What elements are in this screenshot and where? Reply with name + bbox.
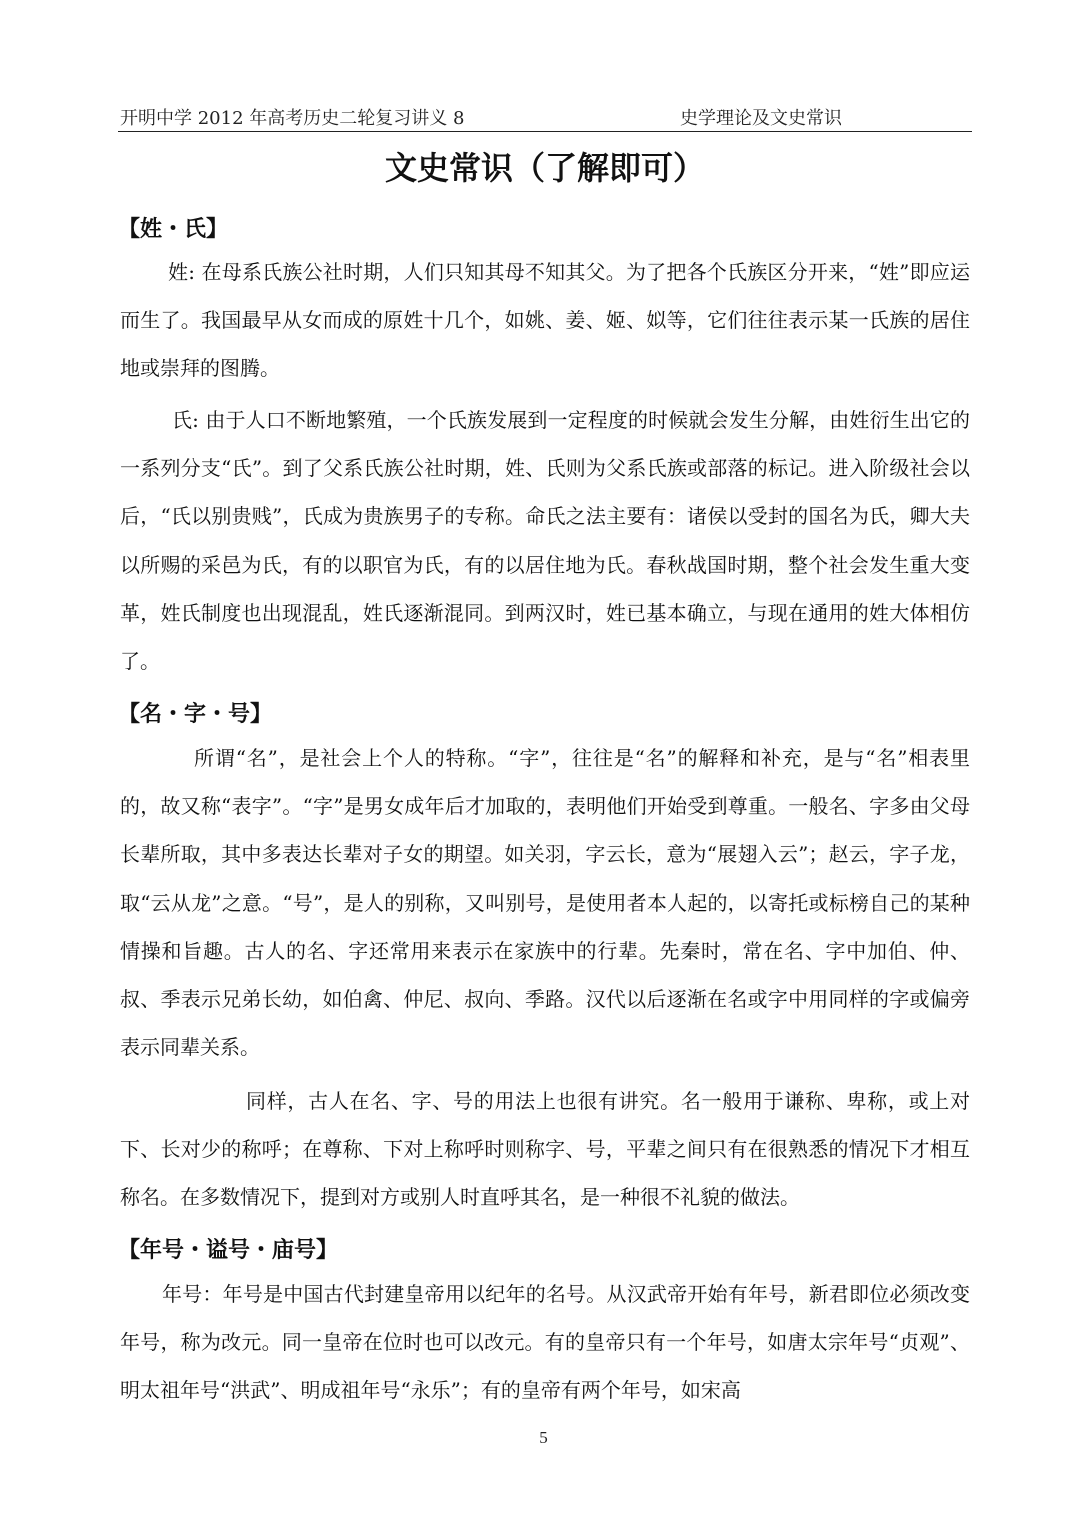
paragraph-xing: 姓: 在母系氏族公社时期，人们只知其母不知其父。为了把各个氏族区分开来，“姓”即应运而生了。我国最早从女而成的原姓十几个，如姚、姜、姬、姒等，它们往往表示某一氏族的居住地或崇拜的图腾。 [120,260,970,381]
page-title: 文史常识（了解即可） [384,149,705,187]
section-heading-surname: 【姓・氏】 [118,216,229,242]
paragraph-ming-zi-hao: 所谓“名”，是社会上个人的特称。“字”，往往是“名”的解释和补充，是与“名”相表里的，故又称“表字”。“字”是男女成年后才加取的，表明他们开始受到尊重。一般名、字多由父母长辈所取，其中多表达长辈对子女的期望。如关羽，字云长，意为“展翅入云”；赵云，字子龙，取“云从龙”之意。“号”，是人的别称，又叫别号，是使用者本人起的，以寄托或标榜自己的某种情操和旨趣。古人的名、字还常用来表示在家族中的行辈。先秦时，常在名、字中加伯、仲、叔、季表示兄弟长幼，如伯禽、仲尼、叔向、季路。汉代以后逐渐在名或字中用同样的字或偏旁表示同辈关系。 [120,746,970,1060]
header-rule [118,131,972,132]
paragraph-nianhao: 年号：年号是中国古代封建皇帝用以纪年的名号。从汉武帝开始有年号，新君即位必须改变年号，称为改元。同一皇帝在位时也可以改元。有的皇帝只有一个年号，如唐太宗年号“贞观”、明太祖年号“洪武”、明成祖年号“永乐”；有的皇帝有两个年号，如宋高 [120,1282,970,1403]
paragraph-usage: 同样，古人在名、字、号的用法上也很有讲究。名一般用于谦称、卑称，或上对下、长对少的称呼；在尊称、下对上称呼时则称字、号，平辈之间只有在很熟悉的情况下才相互称名。在多数情况下，提到对方或别人时直呼其名，是一种很不礼貌的做法。 [120,1089,970,1210]
section-heading-name: 【名・字・号】 [118,701,273,727]
section-heading-era-names: 【年号・谥号・庙号】 [118,1237,339,1263]
paragraph-shi: 氏: 由于人口不断地繁殖，一个氏族发展到一定程度的时候就会发生分解，由姓衍生出它的一系列分支“氏”。到了父系氏族公社时期，姓、氏则为父系氏族或部落的标记。进入阶级社会以后，“氏以别贵贱”，氏成为贵族男子的专称。命氏之法主要有：诸侯以受封的国名为氏，卿大夫以所赐的采邑为氏，有的以职官为氏，有的以居住地为氏。春秋战国时期，整个社会发生重大变革，姓氏制度也出现混乱，姓氏逐渐混同。到两汉时，姓已基本确立，与现在通用的姓大体相仿了。 [120,408,970,674]
running-header-left: 开明中学 2012 年高考历史二轮复习讲义 8 [120,108,465,129]
running-header-right: 史学理论及文史常识 [680,108,842,129]
page-number: 5 [539,1428,548,1447]
